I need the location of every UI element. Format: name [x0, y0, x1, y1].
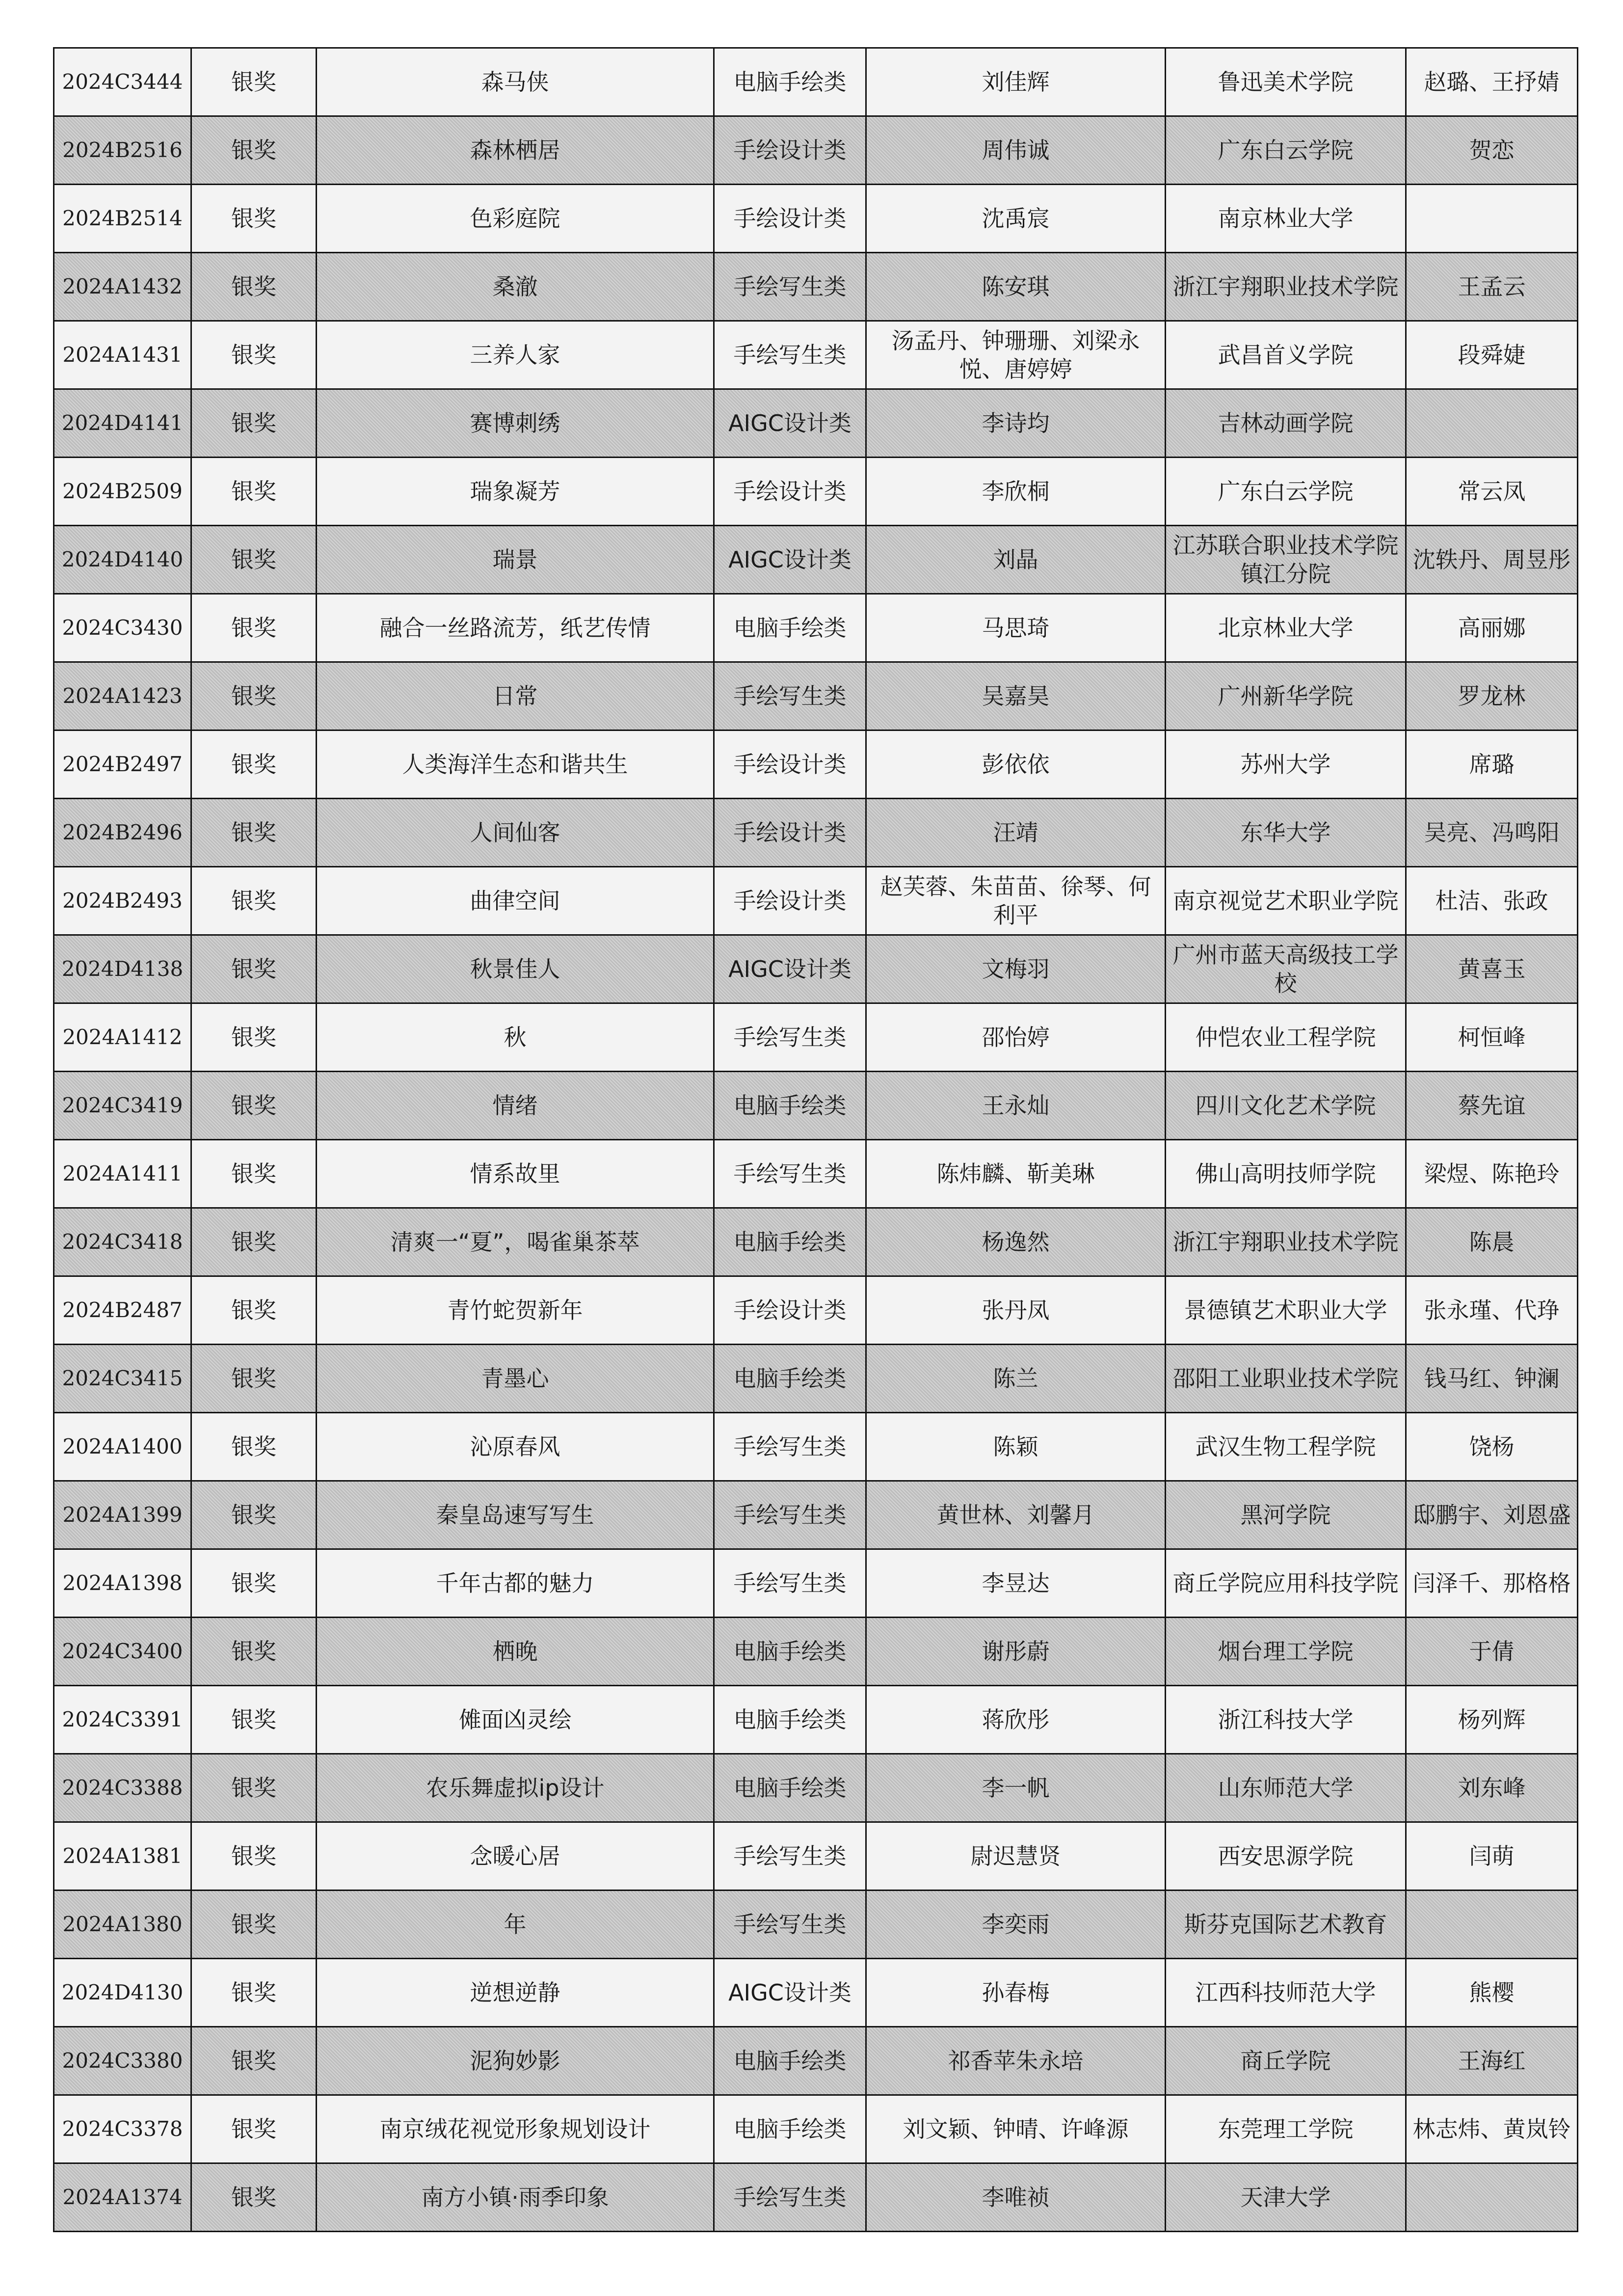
category-cell: 手绘写生类 [714, 662, 866, 730]
authors-cell: 文梅羽 [866, 935, 1166, 1003]
title-cell: 三养人家 [317, 321, 714, 389]
entry-id-cell: 2024B2514 [54, 185, 191, 253]
award-table [53, 47, 1578, 2232]
entry-id-cell: 2024C3430 [54, 594, 191, 662]
category-cell: AIGC设计类 [714, 389, 866, 458]
category-cell: 手绘设计类 [714, 799, 866, 867]
advisor-cell: 于倩 [1406, 1618, 1578, 1686]
school-cell: 江西科技师范大学 [1166, 1959, 1406, 2027]
title-cell: 桑澈 [317, 253, 714, 321]
advisor-cell: 邸鹏宇、刘恩盛 [1406, 1481, 1578, 1549]
school-cell: 南京林业大学 [1166, 185, 1406, 253]
award-cell: 银奖 [191, 1959, 317, 2027]
school-cell: 吉林动画学院 [1166, 389, 1406, 458]
category-cell: 手绘设计类 [714, 116, 866, 185]
advisor-cell: 王孟云 [1406, 253, 1578, 321]
award-table-body [54, 48, 1578, 2232]
school-cell: 广东白云学院 [1166, 458, 1406, 526]
title-cell: 青墨心 [317, 1345, 714, 1413]
title-cell: 秋 [317, 1003, 714, 1072]
table-row [54, 2163, 1578, 2232]
advisor-cell: 熊樱 [1406, 1959, 1578, 2027]
advisor-cell: 梁煜、陈艳玲 [1406, 1140, 1578, 1208]
category-cell: 手绘写生类 [714, 321, 866, 389]
award-cell: 银奖 [191, 662, 317, 730]
award-cell: 银奖 [191, 1413, 317, 1481]
table-row [54, 116, 1578, 185]
category-cell: 电脑手绘类 [714, 1072, 866, 1140]
authors-cell: 李昱达 [866, 1549, 1166, 1618]
entry-id-cell: 2024A1400 [54, 1413, 191, 1481]
entry-id-cell: 2024A1432 [54, 253, 191, 321]
category-cell: 手绘设计类 [714, 185, 866, 253]
award-cell: 银奖 [191, 2095, 317, 2163]
entry-id-cell: 2024D4140 [54, 526, 191, 594]
award-cell: 银奖 [191, 1686, 317, 1754]
award-cell: 银奖 [191, 2163, 317, 2232]
category-cell: 电脑手绘类 [714, 48, 866, 116]
award-cell: 银奖 [191, 253, 317, 321]
entry-id-cell: 2024C3391 [54, 1686, 191, 1754]
entry-id-cell: 2024A1431 [54, 321, 191, 389]
table-row [54, 935, 1578, 1003]
table-row [54, 1276, 1578, 1345]
table-row [54, 2027, 1578, 2095]
category-cell: 手绘写生类 [714, 1822, 866, 1891]
advisor-cell: 柯恒峰 [1406, 1003, 1578, 1072]
advisor-cell: 陈晨 [1406, 1208, 1578, 1276]
award-cell: 银奖 [191, 1003, 317, 1072]
table-row [54, 662, 1578, 730]
category-cell: 电脑手绘类 [714, 2027, 866, 2095]
authors-cell: 李一帆 [866, 1754, 1166, 1822]
table-row [54, 1549, 1578, 1618]
authors-cell: 蒋欣彤 [866, 1686, 1166, 1754]
authors-cell: 邵怡婷 [866, 1003, 1166, 1072]
award-cell: 银奖 [191, 1891, 317, 1959]
title-cell: 千年古都的魅力 [317, 1549, 714, 1618]
school-cell: 广东白云学院 [1166, 116, 1406, 185]
advisor-cell [1406, 185, 1578, 253]
advisor-cell: 闫泽千、那格格 [1406, 1549, 1578, 1618]
advisor-cell: 饶杨 [1406, 1413, 1578, 1481]
category-cell: AIGC设计类 [714, 935, 866, 1003]
entry-id-cell: 2024A1374 [54, 2163, 191, 2232]
category-cell: 手绘写生类 [714, 1549, 866, 1618]
school-cell: 浙江宇翔职业技术学院 [1166, 253, 1406, 321]
title-cell: 人类海洋生态和谐共生 [317, 730, 714, 799]
authors-cell: 杨逸然 [866, 1208, 1166, 1276]
school-cell: 商丘学院应用科技学院 [1166, 1549, 1406, 1618]
authors-cell: 汪靖 [866, 799, 1166, 867]
table-row [54, 1345, 1578, 1413]
category-cell: 电脑手绘类 [714, 2095, 866, 2163]
entry-id-cell: 2024A1412 [54, 1003, 191, 1072]
advisor-cell: 赵璐、王抒婧 [1406, 48, 1578, 116]
category-cell: 手绘设计类 [714, 867, 866, 935]
school-cell: 天津大学 [1166, 2163, 1406, 2232]
advisor-cell: 席璐 [1406, 730, 1578, 799]
table-row [54, 1481, 1578, 1549]
entry-id-cell: 2024A1380 [54, 1891, 191, 1959]
award-cell: 银奖 [191, 1208, 317, 1276]
entry-id-cell: 2024B2497 [54, 730, 191, 799]
category-cell: 电脑手绘类 [714, 1686, 866, 1754]
entry-id-cell: 2024C3419 [54, 1072, 191, 1140]
title-cell: 秋景佳人 [317, 935, 714, 1003]
category-cell: 手绘设计类 [714, 458, 866, 526]
award-cell: 银奖 [191, 1345, 317, 1413]
award-cell: 银奖 [191, 1549, 317, 1618]
entry-id-cell: 2024C3418 [54, 1208, 191, 1276]
table-row [54, 185, 1578, 253]
category-cell: 电脑手绘类 [714, 1208, 866, 1276]
category-cell: AIGC设计类 [714, 1959, 866, 2027]
school-cell: 佛山高明技师学院 [1166, 1140, 1406, 1208]
school-cell: 商丘学院 [1166, 2027, 1406, 2095]
award-cell: 银奖 [191, 1481, 317, 1549]
table-row [54, 458, 1578, 526]
award-cell: 银奖 [191, 458, 317, 526]
title-cell: 森林栖居 [317, 116, 714, 185]
school-cell: 北京林业大学 [1166, 594, 1406, 662]
advisor-cell: 罗龙林 [1406, 662, 1578, 730]
table-row [54, 1686, 1578, 1754]
authors-cell: 彭依依 [866, 730, 1166, 799]
advisor-cell: 黄喜玉 [1406, 935, 1578, 1003]
table-row [54, 799, 1578, 867]
entry-id-cell: 2024B2496 [54, 799, 191, 867]
school-cell: 南京视觉艺术职业学院 [1166, 867, 1406, 935]
school-cell: 浙江科技大学 [1166, 1686, 1406, 1754]
table-row [54, 867, 1578, 935]
advisor-cell: 王海红 [1406, 2027, 1578, 2095]
school-cell: 西安思源学院 [1166, 1822, 1406, 1891]
award-cell: 银奖 [191, 935, 317, 1003]
award-cell: 银奖 [191, 526, 317, 594]
category-cell: 电脑手绘类 [714, 1345, 866, 1413]
category-cell: 手绘写生类 [714, 1481, 866, 1549]
advisor-cell [1406, 389, 1578, 458]
category-cell: 手绘写生类 [714, 1413, 866, 1481]
award-cell: 银奖 [191, 867, 317, 935]
advisor-cell: 贺恋 [1406, 116, 1578, 185]
authors-cell: 李诗均 [866, 389, 1166, 458]
authors-cell: 周伟诚 [866, 116, 1166, 185]
authors-cell: 马思琦 [866, 594, 1166, 662]
title-cell: 沁原春风 [317, 1413, 714, 1481]
authors-cell: 谢彤蔚 [866, 1618, 1166, 1686]
award-cell: 银奖 [191, 730, 317, 799]
school-cell: 广州新华学院 [1166, 662, 1406, 730]
title-cell: 日常 [317, 662, 714, 730]
category-cell: 手绘写生类 [714, 2163, 866, 2232]
advisor-cell: 钱马红、钟澜 [1406, 1345, 1578, 1413]
school-cell: 东莞理工学院 [1166, 2095, 1406, 2163]
title-cell: 瑞象凝芳 [317, 458, 714, 526]
school-cell: 江苏联合职业技术学院镇江分院 [1166, 526, 1406, 594]
title-cell: 年 [317, 1891, 714, 1959]
award-cell: 银奖 [191, 48, 317, 116]
entry-id-cell: 2024C3444 [54, 48, 191, 116]
school-cell: 斯芬克国际艺术教育 [1166, 1891, 1406, 1959]
school-cell: 黑河学院 [1166, 1481, 1406, 1549]
authors-cell: 沈禹宸 [866, 185, 1166, 253]
entry-id-cell: 2024D4141 [54, 389, 191, 458]
title-cell: 青竹蛇贺新年 [317, 1276, 714, 1345]
category-cell: 电脑手绘类 [714, 594, 866, 662]
authors-cell: 祁香苹朱永培 [866, 2027, 1166, 2095]
entry-id-cell: 2024D4130 [54, 1959, 191, 2027]
school-cell: 东华大学 [1166, 799, 1406, 867]
table-row [54, 1140, 1578, 1208]
category-cell: 手绘写生类 [714, 1140, 866, 1208]
advisor-cell: 刘东峰 [1406, 1754, 1578, 1822]
school-cell: 仲恺农业工程学院 [1166, 1003, 1406, 1072]
award-cell: 银奖 [191, 116, 317, 185]
title-cell: 曲律空间 [317, 867, 714, 935]
title-cell: 傩面凶灵绘 [317, 1686, 714, 1754]
title-cell: 泥狗妙影 [317, 2027, 714, 2095]
table-row [54, 1618, 1578, 1686]
school-cell: 烟台理工学院 [1166, 1618, 1406, 1686]
advisor-cell: 闫萌 [1406, 1822, 1578, 1891]
entry-id-cell: 2024C3388 [54, 1754, 191, 1822]
table-row [54, 1754, 1578, 1822]
category-cell: AIGC设计类 [714, 526, 866, 594]
award-cell: 银奖 [191, 594, 317, 662]
authors-cell: 张丹凤 [866, 1276, 1166, 1345]
advisor-cell: 高丽娜 [1406, 594, 1578, 662]
entry-id-cell: 2024C3400 [54, 1618, 191, 1686]
entry-id-cell: 2024B2493 [54, 867, 191, 935]
advisor-cell [1406, 1891, 1578, 1959]
school-cell: 广州市蓝天高级技工学校 [1166, 935, 1406, 1003]
advisor-cell: 常云凤 [1406, 458, 1578, 526]
title-cell: 农乐舞虚拟ip设计 [317, 1754, 714, 1822]
authors-cell: 刘文颖、钟晴、许峰源 [866, 2095, 1166, 2163]
school-cell: 浙江宇翔职业技术学院 [1166, 1208, 1406, 1276]
school-cell: 鲁迅美术学院 [1166, 48, 1406, 116]
table-row [54, 594, 1578, 662]
entry-id-cell: 2024A1398 [54, 1549, 191, 1618]
entry-id-cell: 2024A1423 [54, 662, 191, 730]
table-row [54, 1072, 1578, 1140]
authors-cell: 尉迟慧贤 [866, 1822, 1166, 1891]
category-cell: 手绘设计类 [714, 730, 866, 799]
table-row [54, 730, 1578, 799]
table-row [54, 321, 1578, 389]
school-cell: 武汉生物工程学院 [1166, 1413, 1406, 1481]
award-cell: 银奖 [191, 389, 317, 458]
category-cell: 电脑手绘类 [714, 1754, 866, 1822]
title-cell: 情系故里 [317, 1140, 714, 1208]
advisor-cell: 张永瑾、代琤 [1406, 1276, 1578, 1345]
award-cell: 银奖 [191, 1276, 317, 1345]
title-cell: 念暖心居 [317, 1822, 714, 1891]
advisor-cell [1406, 2163, 1578, 2232]
school-cell: 武昌首义学院 [1166, 321, 1406, 389]
entry-id-cell: 2024B2509 [54, 458, 191, 526]
award-cell: 银奖 [191, 799, 317, 867]
advisor-cell: 蔡先谊 [1406, 1072, 1578, 1140]
advisor-cell: 吴亮、冯鸣阳 [1406, 799, 1578, 867]
award-cell: 银奖 [191, 185, 317, 253]
category-cell: 电脑手绘类 [714, 1618, 866, 1686]
authors-cell: 赵芙蓉、朱苗苗、徐琴、何利平 [866, 867, 1166, 935]
entry-id-cell: 2024C3415 [54, 1345, 191, 1413]
authors-cell: 刘佳辉 [866, 48, 1166, 116]
advisor-cell: 杨列辉 [1406, 1686, 1578, 1754]
table-row [54, 1959, 1578, 2027]
award-cell: 银奖 [191, 1618, 317, 1686]
title-cell: 秦皇岛速写写生 [317, 1481, 714, 1549]
advisor-cell: 段舜婕 [1406, 321, 1578, 389]
table-row [54, 1891, 1578, 1959]
category-cell: 手绘写生类 [714, 1003, 866, 1072]
table-row [54, 1003, 1578, 1072]
award-cell: 银奖 [191, 1140, 317, 1208]
title-cell: 森马侠 [317, 48, 714, 116]
title-cell: 瑞景 [317, 526, 714, 594]
category-cell: 手绘设计类 [714, 1276, 866, 1345]
award-cell: 银奖 [191, 321, 317, 389]
school-cell: 山东师范大学 [1166, 1754, 1406, 1822]
title-cell: 南方小镇·雨季印象 [317, 2163, 714, 2232]
title-cell: 融合一丝路流芳，纸艺传情 [317, 594, 714, 662]
entry-id-cell: 2024B2487 [54, 1276, 191, 1345]
school-cell: 景德镇艺术职业大学 [1166, 1276, 1406, 1345]
authors-cell: 陈安琪 [866, 253, 1166, 321]
authors-cell: 汤孟丹、钟珊珊、刘梁永悦、唐婷婷 [866, 321, 1166, 389]
category-cell: 手绘写生类 [714, 253, 866, 321]
table-row [54, 2095, 1578, 2163]
authors-cell: 陈兰 [866, 1345, 1166, 1413]
entry-id-cell: 2024C3378 [54, 2095, 191, 2163]
school-cell: 邵阳工业职业技术学院 [1166, 1345, 1406, 1413]
authors-cell: 王永灿 [866, 1072, 1166, 1140]
title-cell: 栖晚 [317, 1618, 714, 1686]
award-cell: 银奖 [191, 1072, 317, 1140]
authors-cell: 黄世林、刘馨月 [866, 1481, 1166, 1549]
title-cell: 人间仙客 [317, 799, 714, 867]
table-row [54, 1208, 1578, 1276]
entry-id-cell: 2024A1399 [54, 1481, 191, 1549]
entry-id-cell: 2024B2516 [54, 116, 191, 185]
table-row [54, 1822, 1578, 1891]
school-cell: 苏州大学 [1166, 730, 1406, 799]
authors-cell: 吴嘉昊 [866, 662, 1166, 730]
authors-cell: 陈炜麟、靳美琳 [866, 1140, 1166, 1208]
award-cell: 银奖 [191, 1754, 317, 1822]
title-cell: 逆想逆静 [317, 1959, 714, 2027]
authors-cell: 刘晶 [866, 526, 1166, 594]
title-cell: 色彩庭院 [317, 185, 714, 253]
category-cell: 手绘写生类 [714, 1891, 866, 1959]
table-row [54, 526, 1578, 594]
title-cell: 南京绒花视觉形象规划设计 [317, 2095, 714, 2163]
advisor-cell: 杜洁、张政 [1406, 867, 1578, 935]
title-cell: 情绪 [317, 1072, 714, 1140]
authors-cell: 李唯祯 [866, 2163, 1166, 2232]
authors-cell: 陈颖 [866, 1413, 1166, 1481]
title-cell: 赛博刺绣 [317, 389, 714, 458]
entry-id-cell: 2024A1411 [54, 1140, 191, 1208]
entry-id-cell: 2024C3380 [54, 2027, 191, 2095]
advisor-cell: 林志炜、黄岚铃 [1406, 2095, 1578, 2163]
authors-cell: 李奕雨 [866, 1891, 1166, 1959]
authors-cell: 孙春梅 [866, 1959, 1166, 2027]
title-cell: 清爽一“夏”，喝雀巢茶萃 [317, 1208, 714, 1276]
table-row [54, 389, 1578, 458]
table-row [54, 1413, 1578, 1481]
entry-id-cell: 2024D4138 [54, 935, 191, 1003]
advisor-cell: 沈轶丹、周昱彤 [1406, 526, 1578, 594]
table-row [54, 253, 1578, 321]
entry-id-cell: 2024A1381 [54, 1822, 191, 1891]
table-row [54, 48, 1578, 116]
authors-cell: 李欣桐 [866, 458, 1166, 526]
award-cell: 银奖 [191, 1822, 317, 1891]
award-cell: 银奖 [191, 2027, 317, 2095]
school-cell: 四川文化艺术学院 [1166, 1072, 1406, 1140]
